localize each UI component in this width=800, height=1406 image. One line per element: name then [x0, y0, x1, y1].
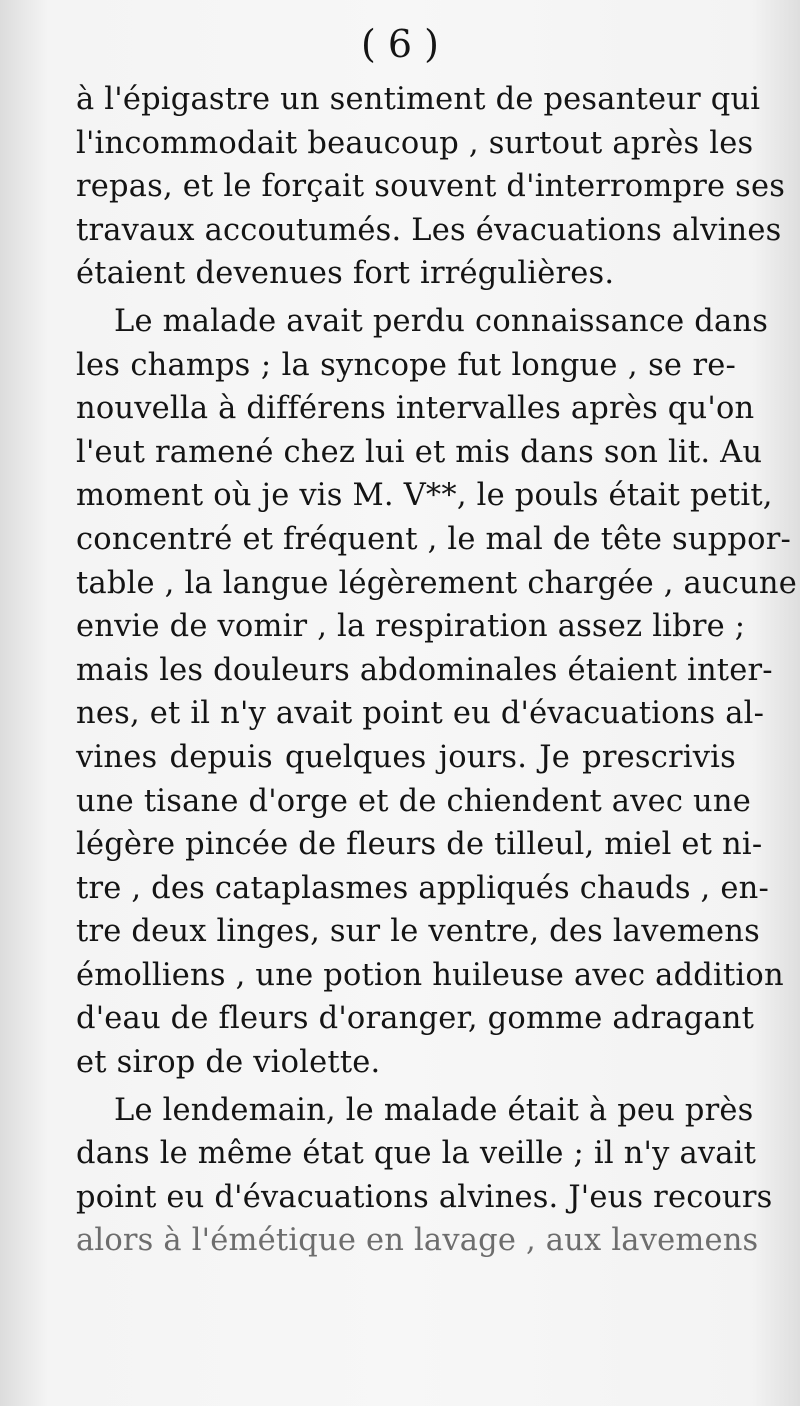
text-line: tre deux linges, sur le ventre, des lavemens — [76, 914, 760, 950]
text-line: Le lendemain, le malade était à peu près — [114, 1092, 754, 1128]
text-line: travaux accoutumés. Les évacuations alvines — [76, 212, 782, 248]
text-line: Le malade avait perdu connaissance dans — [114, 303, 769, 339]
text-line: nes, et il n'y avait point eu d'évacuations al- — [76, 696, 765, 732]
text-line: nouvella à différens intervalles après qu'on — [76, 391, 755, 427]
text-line: concentré et fréquent , le mal de tête suppor- — [76, 521, 791, 557]
paragraph — [76, 78, 786, 296]
text-line: point eu d'évacuations alvines. J'eus recours — [76, 1179, 773, 1215]
paragraph — [76, 300, 797, 1085]
text-line: repas, et le forçait souvent d'interrompre ses — [76, 169, 786, 205]
text-line: une tisane d'orge et de chiendent avec une — [76, 783, 751, 819]
text-line: à l'épigastre un sentiment de pesanteur qui — [76, 82, 761, 117]
text-line: émolliens , une potion huileuse avec addition — [76, 957, 784, 993]
text-line: table , la langue légèrement chargée , aucune — [76, 565, 797, 601]
text-line: alors à l'émétique en lavage , aux lavemens — [76, 1223, 759, 1259]
text-line: moment où je vis M. V**, le pouls était petit, — [76, 478, 773, 514]
text-line: l'eut ramené chez lui et mis dans son lit. Au — [76, 434, 763, 470]
paragraph — [76, 1089, 773, 1263]
page-number: ( 6 ) — [361, 22, 439, 66]
text-line: vines depuis quelques jours. Je prescrivis — [76, 739, 736, 775]
text-line: d'eau de fleurs d'oranger, gomme adragant — [76, 1001, 755, 1037]
text-line: étaient devenues fort irrégulières. — [76, 256, 615, 292]
text-line: mais les douleurs abdominales étaient inter- — [76, 652, 773, 688]
body-text — [76, 78, 797, 1263]
text-line: et sirop de violette. — [76, 1045, 381, 1081]
text-line: les champs ; la syncope fut longue , se re- — [76, 347, 736, 383]
text-line: l'incommodait beaucoup , surtout après les — [76, 125, 754, 161]
text-line: tre , des cataplasmes appliqués chauds , en- — [76, 870, 769, 906]
text-line: envie de vomir , la respiration assez libre ; — [76, 609, 746, 645]
text-line: légère pincée de fleurs de tilleul, miel et ni- — [76, 827, 763, 863]
text-line: dans le même état que la veille ; il n'y avait — [76, 1136, 757, 1172]
